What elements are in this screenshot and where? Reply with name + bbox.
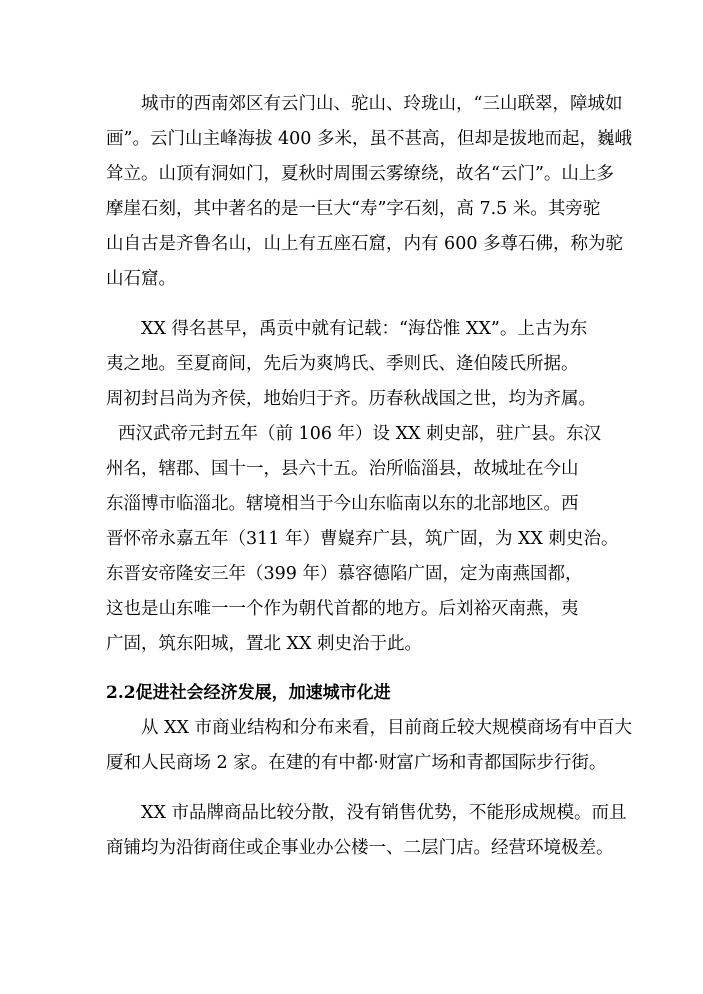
section-heading: 2.2促进社会经济发展，加速城市化进 (106, 683, 391, 703)
text-line: 从 XX 市商业结构和分布来看，目前商丘较大规模商场有中百大 (141, 718, 633, 738)
text-line: 西汉武帝元封五年（前 106 年）设 XX 刺史部，驻广县。东汉 (118, 424, 602, 444)
text-line: 这也是山东唯一一个作为朝代首都的地方。后刘裕灭南燕，夷 (106, 599, 579, 619)
text-line: 山石窟。 (106, 269, 176, 289)
text-line: 东淄博市临淄北。辖境相当于今山东临南以东的北部地区。西 (106, 494, 579, 514)
text-line: 东晋安帝隆安三年（399 年）慕容德陷广固，定为南燕国都， (106, 564, 583, 584)
text-line: 州名，辖郡、国十一，县六十五。治所临淄县，故城址在今山 (106, 459, 579, 479)
text-line: XX 市品牌商品比较分散，没有销售优势，不能形成规模。而且 (141, 803, 627, 823)
text-line: 摩崖石刻，其中著名的是一巨大“寿”字石刻，高 7.5 米。其旁驼 (106, 199, 601, 219)
text-line: XX 得名甚早，禹贡中就有记载：“海岱惟 XX”。上古为东 (141, 319, 588, 339)
text-line: 广固，筑东阳城，置北 XX 刺史治于此。 (106, 634, 423, 654)
text-line: 画”。云门山主峰海拔 400 多米，虽不甚高，但却是拔地而起，巍峨 (106, 129, 632, 149)
text-line: 夷之地。至夏商间，先后为爽鸠氏、季则氏、逄伯陵氏所据。 (106, 354, 579, 374)
text-line: 耸立。山顶有洞如门，夏秋时周围云雾缭绕，故名“云门”。山上多 (106, 164, 614, 184)
text-line: 晋怀帝永嘉五年（311 年）曹嶷弃广县，筑广固，为 XX 刺史治。 (106, 529, 619, 549)
text-line: 山自古是齐鲁名山，山上有五座石窟，内有 600 多尊石佛，称为驼 (106, 234, 624, 254)
text-line: 厦和人民商场 2 家。在建的有中都·财富广场和青都国际步行街。 (106, 753, 607, 773)
text-line: 商铺均为沿街商住或企事业办公楼一、二层门店。经营环境极差。 (106, 838, 614, 858)
text-line: 周初封吕尚为齐侯，地始归于齐。历春秋战国之世，均为齐属。 (106, 389, 596, 409)
text-line: 城市的西南郊区有云门山、驼山、玲珑山，“三山联翠，障城如 (141, 94, 623, 114)
